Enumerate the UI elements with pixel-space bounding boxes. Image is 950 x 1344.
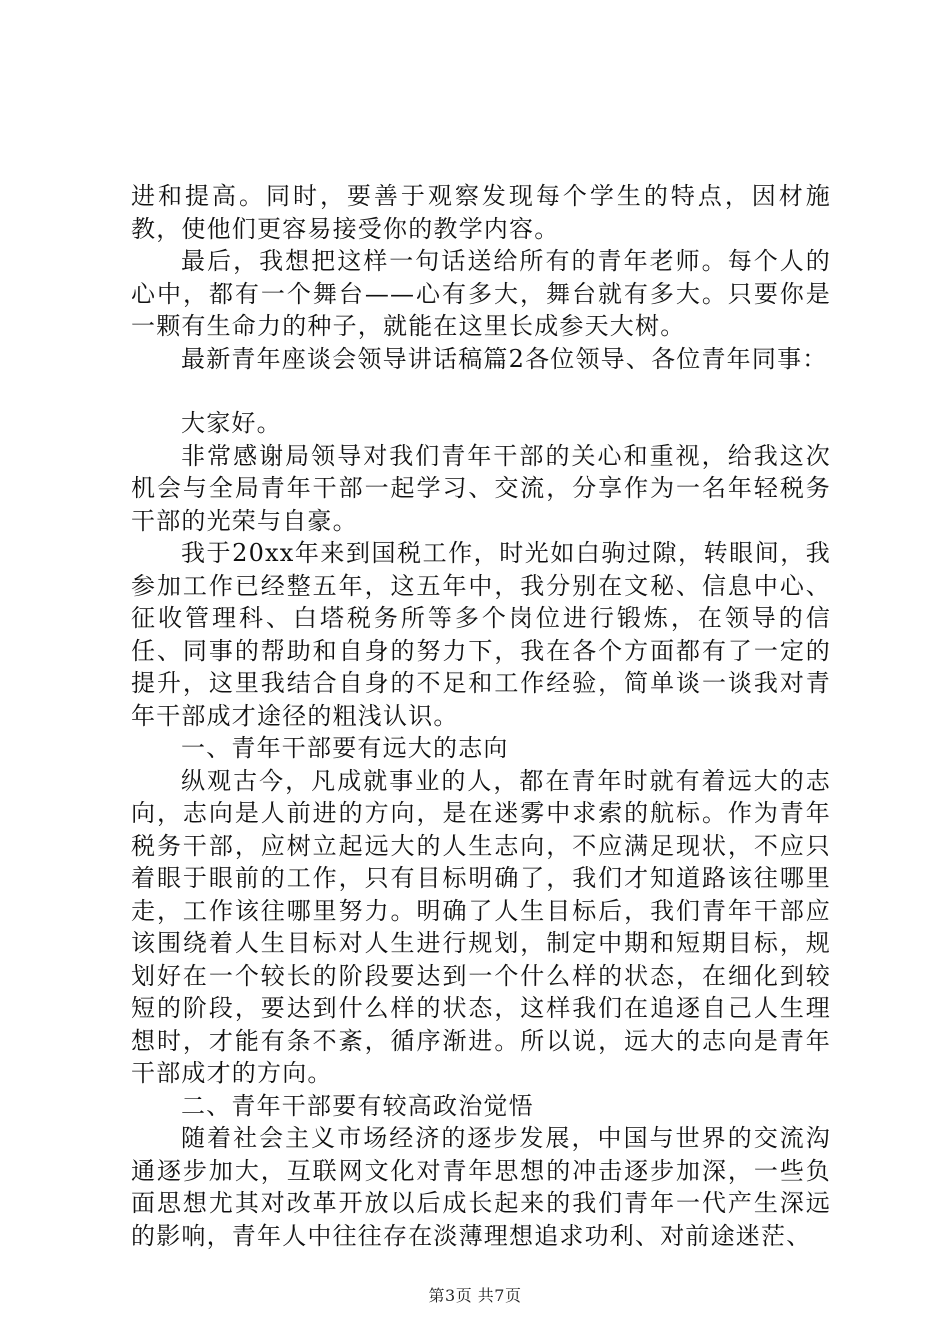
paragraph-closing-remark: 最后，我想把这样一句话送给所有的青年老师。每个人的心中，都有一个舞台——心有多大，舞台就有多大。只要你是一颗有生命力的种子，就能在这里长成参天大树。 bbox=[131, 247, 831, 340]
page-number-footer: 第3页 共7页 bbox=[428, 1286, 522, 1305]
paragraph-point-2: 随着社会主义市场经济的逐步发展，中国与世界的交流沟通逐步加大，互联网文化对青年思想的冲击逐步加深，一些负面思想尤其对改革开放以后成长起来的我们青年一代产生深远的影响，青年人中往往存在淡薄理想追求功利、对前途迷茫、 bbox=[131, 1124, 831, 1250]
section-title-speech-2: 最新青年座谈会领导讲话稿篇2各位领导、各位青年同事： bbox=[181, 344, 828, 373]
paragraph-greeting: 大家好。 bbox=[181, 409, 282, 437]
paragraph-thanks: 非常感谢局领导对我们青年干部的关心和重视，给我这次机会与全局青年干部一起学习、交流，分享作为一名年轻税务干部的光荣与自豪。 bbox=[131, 441, 831, 535]
paragraph-continuation: 进和提高。同时，要善于观察发现每个学生的特点，因材施教，使他们更容易接受你的教学内容。 bbox=[131, 182, 831, 243]
paragraph-spacer bbox=[131, 375, 831, 407]
document-body bbox=[131, 180, 831, 1252]
heading-point-1: 一、青年干部要有远大的志向 bbox=[181, 734, 509, 762]
paragraph-point-1: 纵观古今，凡成就事业的人，都在青年时就有着远大的志向，志向是人前进的方向，是在迷雾中求索的航标。作为青年税务干部，应树立起远大的人生志向，不应满足现状，不应只着眼于眼前的工作，只有目标明确了，我们才知道路该往哪里走，工作该往哪里努力。明确了人生目标后，我们青年干部应该围绕着人生目标对人生进行规划，制定中期和短期目标，规划好在一个较长的阶段要达到一个什么样的状态，在细化到较短的阶段，要达到什么样的状态，这样我们在追逐自己人生理想时，才能有条不紊，循序渐进。所以说，远大的志向是青年干部成才的方向。 bbox=[131, 766, 831, 1087]
paragraph-background: 我于20xx年来到国税工作，时光如白驹过隙，转眼间，我参加工作已经整五年，这五年中，我分别在文秘、信息中心、征收管理科、白塔税务所等多个岗位进行锻炼，在领导的信任、同事的帮助和自身的努力下，我在各个方面都有了一定的提升，这里我结合自身的不足和工作经验，简单谈一谈我对青年干部成才途径的粗浅认识。 bbox=[131, 539, 831, 730]
heading-point-2: 二、青年干部要有较高政治觉悟 bbox=[181, 1091, 534, 1120]
